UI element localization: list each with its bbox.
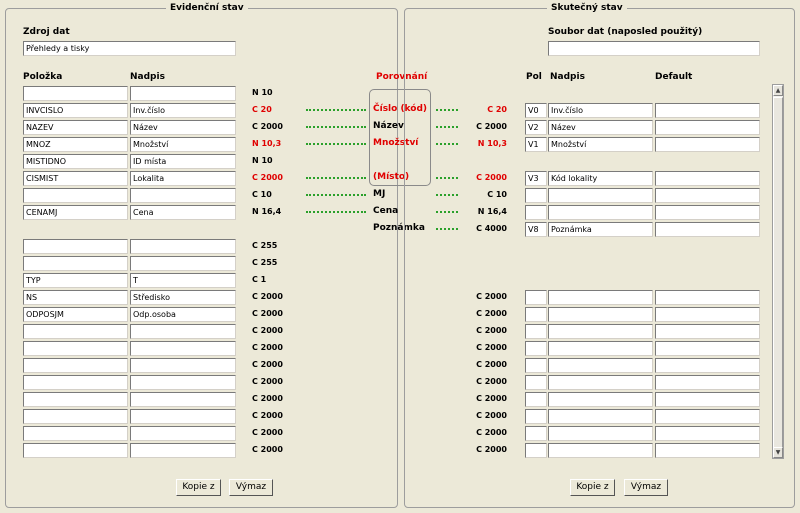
col-right-caption-header: Nadpis xyxy=(550,72,585,82)
left-link-line xyxy=(306,194,366,196)
item-input[interactable] xyxy=(23,358,128,373)
default-input[interactable] xyxy=(655,103,760,118)
data-type-label: C 2000 xyxy=(252,292,283,301)
caption-input[interactable] xyxy=(548,205,653,220)
caption-input[interactable] xyxy=(130,188,236,203)
pol-input[interactable]: V0 xyxy=(525,103,547,118)
source-input[interactable]: Přehledy a tisky xyxy=(23,41,236,56)
compare-label: (Místo) xyxy=(373,172,410,182)
col-item-header: Položka xyxy=(23,72,63,82)
data-type-label: C 2000 xyxy=(252,377,283,386)
caption-input[interactable] xyxy=(130,324,236,339)
data-type-label: C 2000 xyxy=(252,445,283,454)
caption-input[interactable] xyxy=(548,324,653,339)
data-type-label: N 10,3 xyxy=(477,139,507,148)
left-clear-button[interactable]: Výmaz xyxy=(229,479,273,496)
pol-input[interactable] xyxy=(525,205,547,220)
caption-input[interactable]: Odp.osoba xyxy=(130,307,236,322)
item-input[interactable] xyxy=(23,324,128,339)
caption-input[interactable] xyxy=(130,341,236,356)
default-input[interactable] xyxy=(655,392,760,407)
left-link-line xyxy=(306,143,366,145)
pol-input[interactable]: V2 xyxy=(525,120,547,135)
caption-input[interactable]: Lokalita xyxy=(130,171,236,186)
right-copy-button[interactable]: Kopie z xyxy=(570,479,615,496)
pol-input[interactable]: V3 xyxy=(525,171,547,186)
data-type-label: C 2000 xyxy=(476,343,507,352)
compare-title: Porovnání xyxy=(376,72,428,82)
caption-input[interactable]: T xyxy=(130,273,236,288)
item-input[interactable]: NAZEV xyxy=(23,120,128,135)
caption-input[interactable] xyxy=(130,375,236,390)
caption-input[interactable] xyxy=(548,341,653,356)
caption-input[interactable] xyxy=(548,358,653,373)
default-input[interactable] xyxy=(655,324,760,339)
default-input[interactable] xyxy=(655,222,760,237)
scroll-thumb[interactable] xyxy=(773,97,783,457)
data-type-label: C 2000 xyxy=(476,309,507,318)
item-input[interactable] xyxy=(23,409,128,424)
data-type-label: C 2000 xyxy=(252,343,283,352)
pol-input[interactable] xyxy=(525,443,547,458)
caption-input[interactable]: Středisko xyxy=(130,290,236,305)
pol-input[interactable] xyxy=(525,358,547,373)
caption-input[interactable]: Kód lokality xyxy=(548,171,653,186)
pol-input[interactable] xyxy=(525,290,547,305)
pol-input[interactable] xyxy=(525,324,547,339)
item-input[interactable]: CISMIST xyxy=(23,171,128,186)
default-input[interactable] xyxy=(655,171,760,186)
data-type-label: N 10 xyxy=(252,88,273,97)
pol-input[interactable] xyxy=(525,375,547,390)
left-link-line xyxy=(306,177,366,179)
caption-input[interactable]: Inv.číslo xyxy=(548,103,653,118)
item-input[interactable]: MISTIDNO xyxy=(23,154,128,169)
skutecny-stav-title: Skutečný stav xyxy=(547,3,627,13)
data-type-label: C 2000 xyxy=(476,428,507,437)
caption-input[interactable]: Název xyxy=(548,120,653,135)
item-input[interactable] xyxy=(23,392,128,407)
right-clear-button[interactable]: Výmaz xyxy=(624,479,668,496)
caption-input[interactable] xyxy=(548,443,653,458)
data-type-label: C 2000 xyxy=(252,428,283,437)
caption-input[interactable] xyxy=(548,426,653,441)
scroll-down-icon[interactable]: ▼ xyxy=(773,447,783,458)
scroll-up-icon[interactable]: ▲ xyxy=(773,85,783,96)
data-type-label: N 16,4 xyxy=(252,207,282,216)
compare-label: Cena xyxy=(373,206,399,216)
caption-input[interactable] xyxy=(548,290,653,305)
col-default-header: Default xyxy=(655,72,693,82)
col-caption-header: Nadpis xyxy=(130,72,165,82)
caption-input[interactable] xyxy=(548,307,653,322)
default-input[interactable] xyxy=(655,205,760,220)
item-input[interactable] xyxy=(23,256,128,271)
left-link-line xyxy=(306,109,366,111)
data-type-label: C 2000 xyxy=(476,394,507,403)
data-type-label: C 2000 xyxy=(476,360,507,369)
data-type-label: C 2000 xyxy=(252,309,283,318)
item-input[interactable] xyxy=(23,188,128,203)
left-copy-button[interactable]: Kopie z xyxy=(176,479,221,496)
caption-input[interactable] xyxy=(130,409,236,424)
compare-label: Název xyxy=(373,121,404,131)
data-type-label: C 2000 xyxy=(476,292,507,301)
data-type-label: C 2000 xyxy=(476,173,507,182)
default-input[interactable] xyxy=(655,137,760,152)
data-type-label: N 16,4 xyxy=(477,207,507,216)
item-input[interactable] xyxy=(23,341,128,356)
default-input[interactable] xyxy=(655,426,760,441)
item-input[interactable] xyxy=(23,375,128,390)
caption-input[interactable] xyxy=(130,443,236,458)
caption-input[interactable] xyxy=(548,409,653,424)
data-type-label: C 2000 xyxy=(476,122,507,131)
caption-input[interactable] xyxy=(130,86,236,101)
pol-input[interactable] xyxy=(525,341,547,356)
data-type-label: N 10,3 xyxy=(252,139,282,148)
default-input[interactable] xyxy=(655,341,760,356)
compare-label: Poznámka xyxy=(373,223,425,233)
data-type-label: C 4000 xyxy=(476,224,507,233)
compare-label: Číslo (kód) xyxy=(373,104,428,114)
item-input[interactable]: ODPOSJM xyxy=(23,307,128,322)
caption-input[interactable] xyxy=(130,239,236,254)
caption-input[interactable] xyxy=(130,256,236,271)
item-input[interactable]: NS xyxy=(23,290,128,305)
file-input[interactable] xyxy=(548,41,760,56)
caption-input[interactable] xyxy=(548,375,653,390)
item-input[interactable] xyxy=(23,239,128,254)
data-type-label: C 2000 xyxy=(252,411,283,420)
item-input[interactable] xyxy=(23,426,128,441)
data-type-label: C 1 xyxy=(252,275,267,284)
data-type-label: C 2000 xyxy=(252,122,283,131)
default-input[interactable] xyxy=(655,307,760,322)
vertical-scrollbar[interactable] xyxy=(772,84,784,459)
default-input[interactable] xyxy=(655,409,760,424)
data-type-label: C 255 xyxy=(252,241,278,250)
data-type-label: C 255 xyxy=(252,258,278,267)
caption-input[interactable] xyxy=(130,358,236,373)
caption-input[interactable] xyxy=(548,188,653,203)
caption-input[interactable]: Název xyxy=(130,120,236,135)
caption-input[interactable] xyxy=(130,426,236,441)
data-type-label: C 2000 xyxy=(476,377,507,386)
data-type-label: C 20 xyxy=(252,105,272,114)
pol-input[interactable] xyxy=(525,409,547,424)
data-type-label: C 2000 xyxy=(252,394,283,403)
compare-label: MJ xyxy=(373,189,386,199)
item-input[interactable]: INVCISLO xyxy=(23,103,128,118)
caption-input[interactable]: ID místa xyxy=(130,154,236,169)
caption-input[interactable]: Množství xyxy=(130,137,236,152)
caption-input[interactable]: Množství xyxy=(548,137,653,152)
pol-input[interactable]: V8 xyxy=(525,222,547,237)
left-link-line xyxy=(306,126,366,128)
caption-input[interactable]: Cena xyxy=(130,205,236,220)
file-label: Soubor dat (naposled použitý) xyxy=(548,27,703,37)
pol-input[interactable] xyxy=(525,426,547,441)
pol-input[interactable] xyxy=(525,307,547,322)
data-type-label: C 2000 xyxy=(252,173,283,182)
default-input[interactable] xyxy=(655,120,760,135)
data-type-label: C 2000 xyxy=(252,360,283,369)
caption-input[interactable]: Poznámka xyxy=(548,222,653,237)
data-type-label: C 10 xyxy=(252,190,272,199)
caption-input[interactable] xyxy=(548,392,653,407)
compare-label: Množství xyxy=(373,138,419,148)
data-type-label: C 2000 xyxy=(252,326,283,335)
pol-input[interactable]: V1 xyxy=(525,137,547,152)
item-input[interactable]: MNOZ xyxy=(23,137,128,152)
data-type-label: C 2000 xyxy=(476,445,507,454)
data-type-label: C 2000 xyxy=(476,411,507,420)
default-input[interactable] xyxy=(655,375,760,390)
left-link-line xyxy=(306,211,366,213)
item-input[interactable]: CENAMJ xyxy=(23,205,128,220)
default-input[interactable] xyxy=(655,290,760,305)
item-input[interactable]: TYP xyxy=(23,273,128,288)
source-label: Zdroj dat xyxy=(23,27,70,37)
default-input[interactable] xyxy=(655,358,760,373)
col-pol-header: Pol xyxy=(526,72,542,82)
data-type-label: C 10 xyxy=(487,190,507,199)
evidencni-stav-title: Evidenční stav xyxy=(166,3,248,13)
item-input[interactable] xyxy=(23,443,128,458)
data-type-label: N 10 xyxy=(252,156,273,165)
pol-input[interactable] xyxy=(525,188,547,203)
item-input[interactable] xyxy=(23,86,128,101)
data-type-label: C 20 xyxy=(487,105,507,114)
caption-input[interactable] xyxy=(130,392,236,407)
default-input[interactable] xyxy=(655,188,760,203)
caption-input[interactable]: Inv.číslo xyxy=(130,103,236,118)
data-type-label: C 2000 xyxy=(476,326,507,335)
pol-input[interactable] xyxy=(525,392,547,407)
default-input[interactable] xyxy=(655,443,760,458)
